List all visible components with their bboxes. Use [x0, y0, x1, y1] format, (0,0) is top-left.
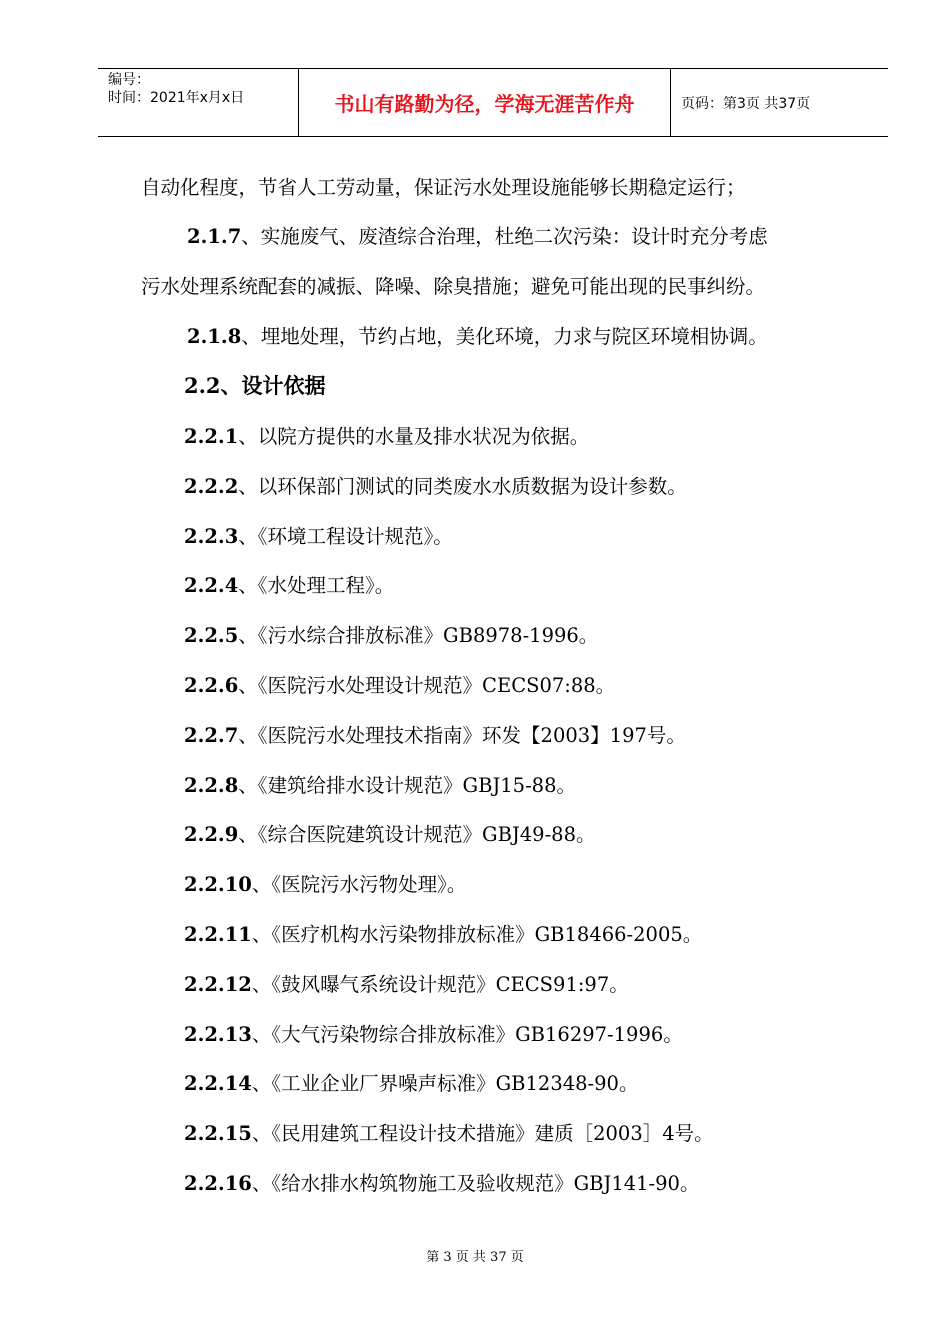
clause-text: 、实施废气、废渣综合治理，杜绝二次污染：设计时充分考虑 [241, 225, 768, 248]
page-header [98, 68, 888, 137]
reference-item [184, 570, 394, 598]
reference-text: 、《建筑给排水设计规范》GBJ15-88。 [238, 773, 576, 797]
reference-text: 、《水处理工程》。 [238, 574, 395, 598]
reference-number: 2.2.10 [184, 873, 252, 897]
reference-text: 、《医院污水处理设计规范》CECS07:88。 [238, 674, 616, 697]
reference-item [184, 969, 629, 997]
paragraph-2-1-7 [187, 221, 768, 249]
reference-text: 、《鼓风曝气系统设计规范》CECS91:97。 [251, 972, 629, 996]
clause-text: 、埋地处理，节约占地，美化环境，力求与院区环境相协调。 [241, 325, 768, 348]
reference-item [184, 720, 686, 748]
reference-item [184, 1118, 714, 1146]
reference-number: 2.2.1 [184, 425, 239, 448]
reference-item [184, 471, 687, 499]
reference-number: 2.2.15 [184, 1122, 252, 1146]
reference-item [184, 819, 596, 847]
reference-number: 2.2.8 [184, 773, 239, 797]
reference-item [184, 919, 702, 947]
reference-text: 、《民用建筑工程设计技术措施》建质［2003］4号。 [251, 1122, 714, 1146]
paragraph-text: 自动化程度，节省人工劳动量，保证污水处理设施能够长期稳定运行； [141, 176, 746, 199]
reference-item [184, 1019, 683, 1047]
reference-text: 、《工业企业厂界噪声标准》GB12348-90。 [251, 1072, 639, 1096]
reference-number: 2.2.16 [184, 1172, 252, 1195]
reference-text: 、《医疗机构水污染物排放标准》GB18466-2005。 [251, 923, 703, 946]
section-heading: 2.2、设计依据 [184, 373, 326, 398]
paragraph-continuation [141, 172, 746, 200]
reference-text: 、《医院污水处理技术指南》环发【2003】197号。 [238, 723, 686, 747]
reference-number: 2.2.12 [184, 972, 252, 996]
clause-number: 2.1.7 [187, 225, 242, 248]
reference-text: 、《环境工程设计规范》。 [238, 524, 453, 548]
reference-text: 、《医院污水污物处理》。 [251, 873, 467, 897]
reference-text: 、《污水综合排放标准》GB8978-1996。 [238, 624, 599, 648]
reference-number: 2.2.6 [184, 674, 239, 697]
reference-item [184, 1068, 638, 1096]
paragraph-2-1-8 [187, 321, 768, 349]
reference-item [184, 670, 615, 698]
reference-text: 、《给水排水构筑物施工及验收规范》GBJ141-90。 [251, 1172, 700, 1195]
reference-item [184, 869, 466, 897]
reference-item [184, 521, 453, 549]
header-motto: 书山有路勤为径，学海无涯苦作舟 [299, 69, 671, 136]
header-meta [98, 69, 299, 136]
reference-number: 2.2.13 [184, 1022, 252, 1046]
reference-item [184, 770, 576, 798]
reference-number: 2.2.4 [184, 574, 239, 598]
reference-text: 、以环保部门测试的同类废水水质数据为设计参数。 [238, 474, 687, 498]
paragraph-2-1-7-continuation [141, 271, 765, 299]
header-page-info: 页码：第3页 共37页 [681, 95, 811, 112]
reference-text: 、《综合医院建筑设计规范》GBJ49-88。 [238, 823, 596, 847]
page-footer: 第 3 页 共 37 页 [426, 1250, 524, 1265]
clause-text: 污水处理系统配套的减振、降噪、除臭措施；避免可能出现的民事纠纷。 [141, 275, 766, 298]
reference-item [184, 421, 589, 449]
number-label: 编号： [108, 72, 150, 88]
clause-number: 2.1.8 [187, 325, 242, 348]
time-label: 时间：2021年x月x日 [108, 90, 245, 106]
reference-item [184, 1168, 699, 1196]
reference-number: 2.2.9 [184, 823, 239, 847]
reference-number: 2.2.3 [184, 524, 239, 548]
reference-number: 2.2.7 [184, 723, 239, 747]
reference-item [184, 620, 598, 648]
reference-number: 2.2.14 [184, 1072, 252, 1096]
reference-number: 2.2.5 [184, 624, 239, 648]
reference-number: 2.2.2 [184, 474, 239, 498]
reference-text: 、《大气污染物综合排放标准》GB16297-1996。 [251, 1022, 683, 1046]
reference-text: 、以院方提供的水量及排水状况为依据。 [238, 425, 590, 448]
reference-number: 2.2.11 [184, 923, 252, 946]
